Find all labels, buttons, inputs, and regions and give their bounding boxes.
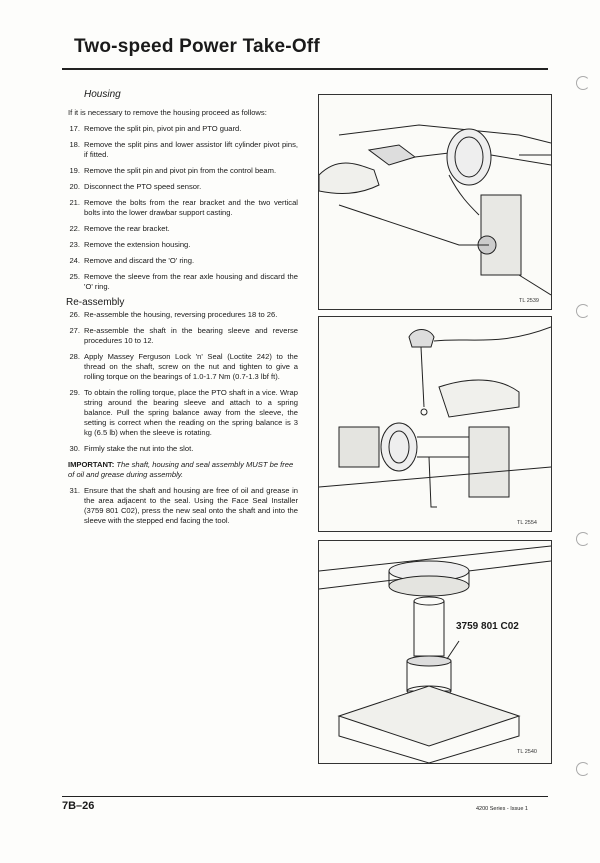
step-text: Remove the extension housing. — [84, 240, 191, 249]
step-number: 21. — [69, 198, 80, 207]
binder-hole-mark — [576, 76, 590, 90]
page-title: Two-speed Power Take-Off — [74, 36, 320, 57]
step-text: Apply Massey Ferguson Lock 'n' Seal (Loctite 242) to the thread on the shaft, screw on the nut and tighten to give a rolling torque on the bearings of 1.0-1.7 Nm (0.7-1.3 lbf ft). — [84, 352, 298, 381]
step-item — [62, 444, 298, 454]
step-number: 31. — [69, 486, 80, 495]
step-number: 26. — [69, 310, 80, 319]
final-steps — [62, 486, 298, 526]
step-text: Remove the sleeve from the rear axle housing and discard the 'O' ring. — [84, 272, 298, 291]
step-number: 25. — [69, 272, 80, 281]
binder-hole-mark — [576, 532, 590, 546]
step-item — [62, 140, 298, 160]
housing-intro: If it is necessary to remove the housing proceed as follows: — [68, 108, 267, 117]
important-note — [68, 460, 298, 480]
step-item — [62, 240, 298, 250]
step-number: 24. — [69, 256, 80, 265]
step-number: 29. — [69, 388, 80, 397]
step-text: Remove and discard the 'O' ring. — [84, 256, 195, 265]
rolling-torque-illustration — [319, 317, 551, 531]
binder-hole-mark — [576, 762, 590, 776]
figure-ref-1: TL 2539 — [519, 298, 539, 304]
step-item — [62, 124, 298, 134]
reassembly-heading: Re-assembly — [66, 297, 125, 308]
step-item — [62, 272, 298, 292]
footer-rule — [62, 796, 548, 797]
reassembly-steps — [62, 310, 298, 454]
figure-rolling-torque — [318, 316, 552, 532]
step-text: Re-assemble the housing, reversing procedures 18 to 26. — [84, 310, 278, 319]
page-number: 7B–26 — [62, 800, 95, 812]
figure-ref-2: TL 2554 — [517, 520, 537, 526]
figure-ref-3: TL 2540 — [517, 749, 537, 755]
step-item — [62, 256, 298, 266]
part-number-label: 3759 801 C02 — [456, 621, 519, 632]
important-text: The shaft, housing and seal assembly MUST be free of oil and grease during assembly. — [68, 460, 294, 479]
step-item — [62, 352, 298, 382]
important-label: IMPORTANT: — [68, 460, 115, 469]
step-text: Firmly stake the nut into the slot. — [84, 444, 194, 453]
seal-installer-illustration — [319, 541, 551, 763]
step-item — [62, 224, 298, 234]
step-text: Remove the split pins and lower assistor lift cylinder pivot pins, if fitted. — [84, 140, 298, 159]
step-item — [62, 166, 298, 176]
step-text: Re-assemble the shaft in the bearing sleeve and reverse procedures 10 to 12. — [84, 326, 298, 345]
step-item — [62, 326, 298, 346]
step-number: 22. — [69, 224, 80, 233]
step-text: Remove the split pin and pivot pin from the control beam. — [84, 166, 277, 175]
housing-removal-illustration — [319, 95, 551, 309]
step-text: Ensure that the shaft and housing are free of oil and grease in the area adjacent to the seal. Using the Face Seal Installer (3759 801 C02), press the new seal onto the shaft and into the sleeve with the stepped end facing the tool. — [84, 486, 298, 525]
series-issue: 4200 Series - Issue 1 — [476, 806, 528, 812]
step-item — [62, 198, 298, 218]
step-number: 28. — [69, 352, 80, 361]
step-number: 23. — [69, 240, 80, 249]
step-item — [62, 388, 298, 438]
step-item — [62, 310, 298, 320]
step-number: 19. — [69, 166, 80, 175]
step-text: Disconnect the PTO speed sensor. — [84, 182, 202, 191]
step-text: Remove the bolts from the rear bracket and the two vertical bolts into the lower drawbar support casting. — [84, 198, 298, 217]
binder-hole-mark — [576, 304, 590, 318]
housing-heading: Housing — [84, 89, 121, 100]
step-text: Remove the split pin, pivot pin and PTO guard. — [84, 124, 242, 133]
step-number: 27. — [69, 326, 80, 335]
figure-seal-installer — [318, 540, 552, 764]
step-text: Remove the rear bracket. — [84, 224, 170, 233]
step-item — [62, 486, 298, 526]
step-item — [62, 182, 298, 192]
instructions-column — [62, 90, 298, 532]
step-number: 18. — [69, 140, 80, 149]
housing-steps — [62, 124, 298, 292]
figure-housing-removal — [318, 94, 552, 310]
step-text: To obtain the rolling torque, place the PTO shaft in a vice. Wrap string around the bearing sleeve and attach to a spring balance. Pull the spring balance away from the sleeve, the setting is correct when the reading on the spring balance is 3 kg (6.5 lb) when the sleeve is rotating. — [84, 388, 298, 437]
step-number: 20. — [69, 182, 80, 191]
header-rule — [62, 68, 548, 70]
step-number: 30. — [69, 444, 80, 453]
step-number: 17. — [69, 124, 80, 133]
